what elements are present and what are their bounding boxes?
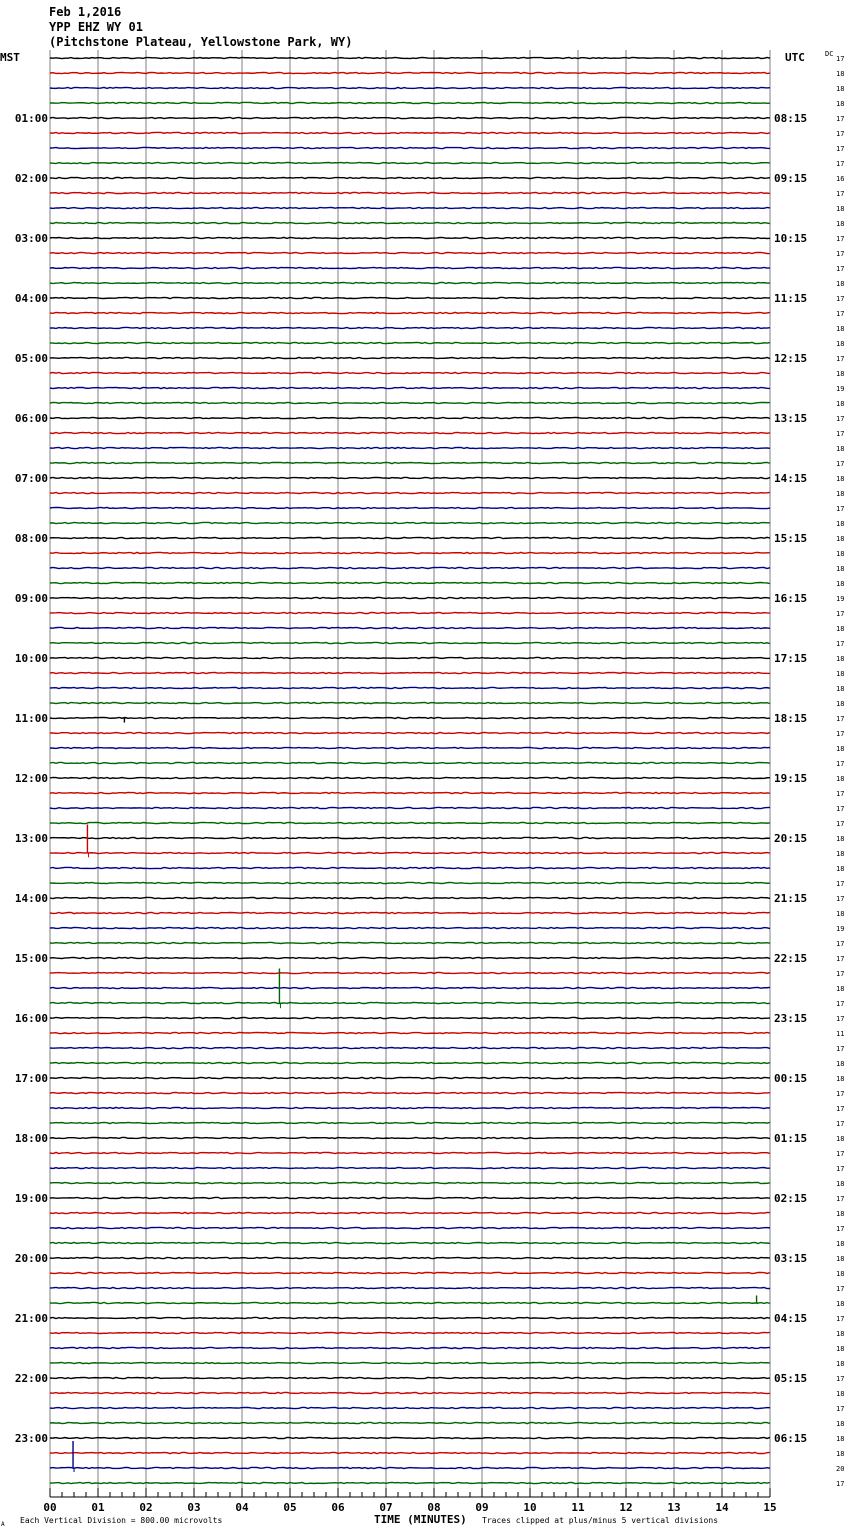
dc-offset-label: 18 xyxy=(836,1270,845,1278)
dc-offset-label: 18 xyxy=(836,565,845,573)
right-hour-label: 19:15 xyxy=(774,772,808,785)
dc-offset-label: 18 xyxy=(836,850,845,858)
trace-line xyxy=(50,1002,770,1003)
trace-line xyxy=(50,327,770,328)
trace-line xyxy=(50,1407,770,1408)
right-hour-label: 20:15 xyxy=(774,832,808,845)
dc-offset-label: 18 xyxy=(836,400,845,408)
dc-offset-label: 17 xyxy=(836,160,845,168)
left-hour-label: 02:00 xyxy=(14,172,48,185)
dc-offset-label: 17 xyxy=(836,805,845,813)
x-axis-title: TIME (MINUTES) xyxy=(374,1513,467,1526)
dc-offset-label: 17 xyxy=(836,1375,845,1383)
left-hour-label: 20:00 xyxy=(14,1252,48,1265)
dc-label: DC xyxy=(825,50,834,58)
dc-offset-label: 17 xyxy=(836,895,845,903)
right-hour-label: 00:15 xyxy=(774,1072,808,1085)
dc-offset-label: 18 xyxy=(836,325,845,333)
x-tick-label: 04 xyxy=(235,1501,249,1514)
right-hour-label: 21:15 xyxy=(774,892,808,905)
dc-offset-label: 18 xyxy=(836,985,845,993)
left-hour-label: 12:00 xyxy=(14,772,48,785)
dc-offset-label: 17 xyxy=(836,460,845,468)
trace-line xyxy=(50,1197,770,1198)
dc-offset-label: 17 xyxy=(836,1480,845,1488)
trace-line xyxy=(50,657,770,658)
dc-offset-label: 17 xyxy=(836,1015,845,1023)
dc-offset-label: 11 xyxy=(836,1030,845,1038)
left-hour-label: 18:00 xyxy=(14,1132,48,1145)
dc-offset-label: 18 xyxy=(836,550,845,558)
dc-offset-label: 19 xyxy=(836,385,845,393)
trace-line xyxy=(50,642,770,643)
x-tick-label: 03 xyxy=(187,1501,201,1514)
dc-offset-label: 18 xyxy=(836,1060,845,1068)
right-hour-label: 23:15 xyxy=(774,1012,808,1025)
right-hour-label: 10:15 xyxy=(774,232,808,245)
left-hour-label: 07:00 xyxy=(14,472,48,485)
dc-offset-label: 17 xyxy=(836,1225,845,1233)
dc-offset-label: 17 xyxy=(836,1045,845,1053)
footer-corner-mark: A xyxy=(1,1521,5,1528)
right-hour-label: 12:15 xyxy=(774,352,808,365)
dc-offset-label: 17 xyxy=(836,265,845,273)
dc-offset-label: 18 xyxy=(836,205,845,213)
dc-offset-label: 18 xyxy=(836,280,845,288)
dc-offset-label: 18 xyxy=(836,70,845,78)
dc-offset-label: 17 xyxy=(836,235,845,243)
left-hour-label: 22:00 xyxy=(14,1372,48,1385)
dc-offset-label: 18 xyxy=(836,775,845,783)
dc-offset-label: 18 xyxy=(836,85,845,93)
dc-offset-label: 18 xyxy=(836,535,845,543)
right-hour-label: 03:15 xyxy=(774,1252,808,1265)
right-hour-label: 18:15 xyxy=(774,712,808,725)
x-tick-label: 07 xyxy=(379,1501,393,1514)
dc-offset-label: 18 xyxy=(836,835,845,843)
dc-offset-label: 17 xyxy=(836,1195,845,1203)
dc-offset-label: 18 xyxy=(836,1420,845,1428)
dc-offset-label: 17 xyxy=(836,1165,845,1173)
dc-offset-label: 16 xyxy=(836,175,845,183)
dc-offset-label: 17 xyxy=(836,730,845,738)
footer-clip-note: Traces clipped at plus/minus 5 vertical divisions xyxy=(482,1516,719,1525)
right-hour-label: 05:15 xyxy=(774,1372,808,1385)
dc-offset-label: 17 xyxy=(836,610,845,618)
trace-line xyxy=(50,402,770,403)
dc-offset-label: 17 xyxy=(836,505,845,513)
trace-line xyxy=(50,1287,770,1288)
dc-offset-label: 18 xyxy=(836,520,845,528)
right-hour-label: 17:15 xyxy=(774,652,808,665)
dc-offset-label: 17 xyxy=(836,1000,845,1008)
left-hour-label: 14:00 xyxy=(14,892,48,905)
dc-offset-label: 19 xyxy=(836,595,845,603)
dc-offset-label: 18 xyxy=(836,1255,845,1263)
right-hour-label: 22:15 xyxy=(774,952,808,965)
dc-offset-label: 17 xyxy=(836,250,845,258)
dc-offset-label: 18 xyxy=(836,1240,845,1248)
dc-offset-label: 18 xyxy=(836,1180,845,1188)
dc-offset-label: 17 xyxy=(836,1150,845,1158)
x-tick-label: 15 xyxy=(763,1501,777,1514)
dc-offset-label: 18 xyxy=(836,685,845,693)
left-hour-label: 05:00 xyxy=(14,352,48,365)
dc-offset-label: 18 xyxy=(836,1450,845,1458)
dc-offset-label: 17 xyxy=(836,970,845,978)
header-location: (Pitchstone Plateau, Yellowstone Park, WY) xyxy=(49,35,353,49)
dc-offset-label: 18 xyxy=(836,580,845,588)
dc-offset-label: 18 xyxy=(836,340,845,348)
x-tick-label: 09 xyxy=(475,1501,489,1514)
dc-offset-label: 18 xyxy=(836,1345,845,1353)
left-hour-label: 17:00 xyxy=(14,1072,48,1085)
dc-offset-label: 18 xyxy=(836,625,845,633)
left-hour-label: 23:00 xyxy=(14,1432,48,1445)
right-hour-label: 02:15 xyxy=(774,1192,808,1205)
right-hour-label: 16:15 xyxy=(774,592,808,605)
dc-offset-label: 18 xyxy=(836,745,845,753)
left-hour-label: 08:00 xyxy=(14,532,48,545)
dc-offset-label: 18 xyxy=(836,1135,845,1143)
left-hour-label: 13:00 xyxy=(14,832,48,845)
dc-offset-label: 17 xyxy=(836,640,845,648)
dc-offset-label: 20 xyxy=(836,1465,845,1473)
left-hour-label: 21:00 xyxy=(14,1312,48,1325)
dc-offset-label: 18 xyxy=(836,700,845,708)
trace-line xyxy=(50,837,770,838)
left-hour-label: 11:00 xyxy=(14,712,48,725)
right-hour-label: 06:15 xyxy=(774,1432,808,1445)
x-tick-label: 13 xyxy=(667,1501,681,1514)
dc-offset-label: 18 xyxy=(836,670,845,678)
dc-offset-label: 18 xyxy=(836,655,845,663)
x-tick-label: 14 xyxy=(715,1501,729,1514)
dc-offset-label: 17 xyxy=(836,1120,845,1128)
dc-offset-label: 17 xyxy=(836,430,845,438)
right-hour-label: 01:15 xyxy=(774,1132,808,1145)
dc-offset-label: 18 xyxy=(836,910,845,918)
footer-scale-note: Each Vertical Division = 800.00 microvolts xyxy=(20,1516,223,1525)
left-axis-title: MST xyxy=(0,51,20,64)
right-hour-label: 13:15 xyxy=(774,412,808,425)
dc-offset-label: 17 xyxy=(836,715,845,723)
x-tick-label: 05 xyxy=(283,1501,297,1514)
dc-offset-label: 17 xyxy=(836,880,845,888)
dc-offset-label: 18 xyxy=(836,445,845,453)
right-hour-label: 04:15 xyxy=(774,1312,808,1325)
dc-offset-label: 19 xyxy=(836,925,845,933)
dc-offset-label: 17 xyxy=(836,415,845,423)
x-tick-label: 11 xyxy=(571,1501,585,1514)
x-tick-label: 00 xyxy=(43,1501,57,1514)
header-station: YPP EHZ WY 01 xyxy=(49,20,143,34)
right-hour-label: 14:15 xyxy=(774,472,808,485)
dc-offset-label: 17 xyxy=(836,1315,845,1323)
x-tick-label: 02 xyxy=(139,1501,153,1514)
dc-offset-label: 17 xyxy=(836,955,845,963)
dc-offset-label: 18 xyxy=(836,370,845,378)
dc-offset-label: 18 xyxy=(836,220,845,228)
dc-offset-label: 17 xyxy=(836,190,845,198)
x-tick-label: 01 xyxy=(91,1501,105,1514)
dc-offset-label: 17 xyxy=(836,115,845,123)
left-hour-label: 04:00 xyxy=(14,292,48,305)
dc-offset-label: 17 xyxy=(836,940,845,948)
dc-offset-label: 17 xyxy=(836,1090,845,1098)
right-axis-title: UTC xyxy=(785,51,805,64)
dc-offset-label: 17 xyxy=(836,1105,845,1113)
left-hour-label: 03:00 xyxy=(14,232,48,245)
trace-line xyxy=(50,507,770,508)
x-tick-label: 06 xyxy=(331,1501,345,1514)
left-hour-label: 16:00 xyxy=(14,1012,48,1025)
left-hour-label: 01:00 xyxy=(14,112,48,125)
dc-offset-label: 17 xyxy=(836,355,845,363)
x-tick-label: 10 xyxy=(523,1501,537,1514)
right-hour-label: 15:15 xyxy=(774,532,808,545)
dc-offset-label: 18 xyxy=(836,865,845,873)
dc-offset-label: 17 xyxy=(836,1285,845,1293)
dc-offset-label: 17 xyxy=(836,310,845,318)
left-hour-label: 06:00 xyxy=(14,412,48,425)
dc-offset-label: 18 xyxy=(836,475,845,483)
left-hour-label: 15:00 xyxy=(14,952,48,965)
header-date: Feb 1,2016 xyxy=(49,5,122,19)
dc-offset-label: 17 xyxy=(836,790,845,798)
left-hour-label: 09:00 xyxy=(14,592,48,605)
x-tick-label: 08 xyxy=(427,1501,441,1514)
dc-offset-label: 18 xyxy=(836,1390,845,1398)
right-hour-label: 08:15 xyxy=(774,112,808,125)
dc-offset-label: 18 xyxy=(836,1300,845,1308)
right-hour-label: 11:15 xyxy=(774,292,808,305)
dc-offset-label: 17 xyxy=(836,820,845,828)
dc-offset-label: 18 xyxy=(836,1075,845,1083)
dc-offset-label: 17 xyxy=(836,55,845,63)
dc-offset-label: 18 xyxy=(836,1435,845,1443)
dc-offset-label: 17 xyxy=(836,295,845,303)
dc-offset-label: 17 xyxy=(836,1405,845,1413)
dc-offset-label: 18 xyxy=(836,100,845,108)
dc-offset-label: 18 xyxy=(836,490,845,498)
dc-offset-label: 17 xyxy=(836,760,845,768)
left-hour-label: 10:00 xyxy=(14,652,48,665)
dc-offset-label: 17 xyxy=(836,145,845,153)
right-hour-label: 09:15 xyxy=(774,172,808,185)
dc-offset-label: 17 xyxy=(836,130,845,138)
dc-offset-label: 18 xyxy=(836,1330,845,1338)
trace-line xyxy=(50,1317,770,1318)
dc-offset-label: 18 xyxy=(836,1210,845,1218)
x-tick-label: 12 xyxy=(619,1501,633,1514)
left-hour-label: 19:00 xyxy=(14,1192,48,1205)
dc-offset-label: 18 xyxy=(836,1360,845,1368)
